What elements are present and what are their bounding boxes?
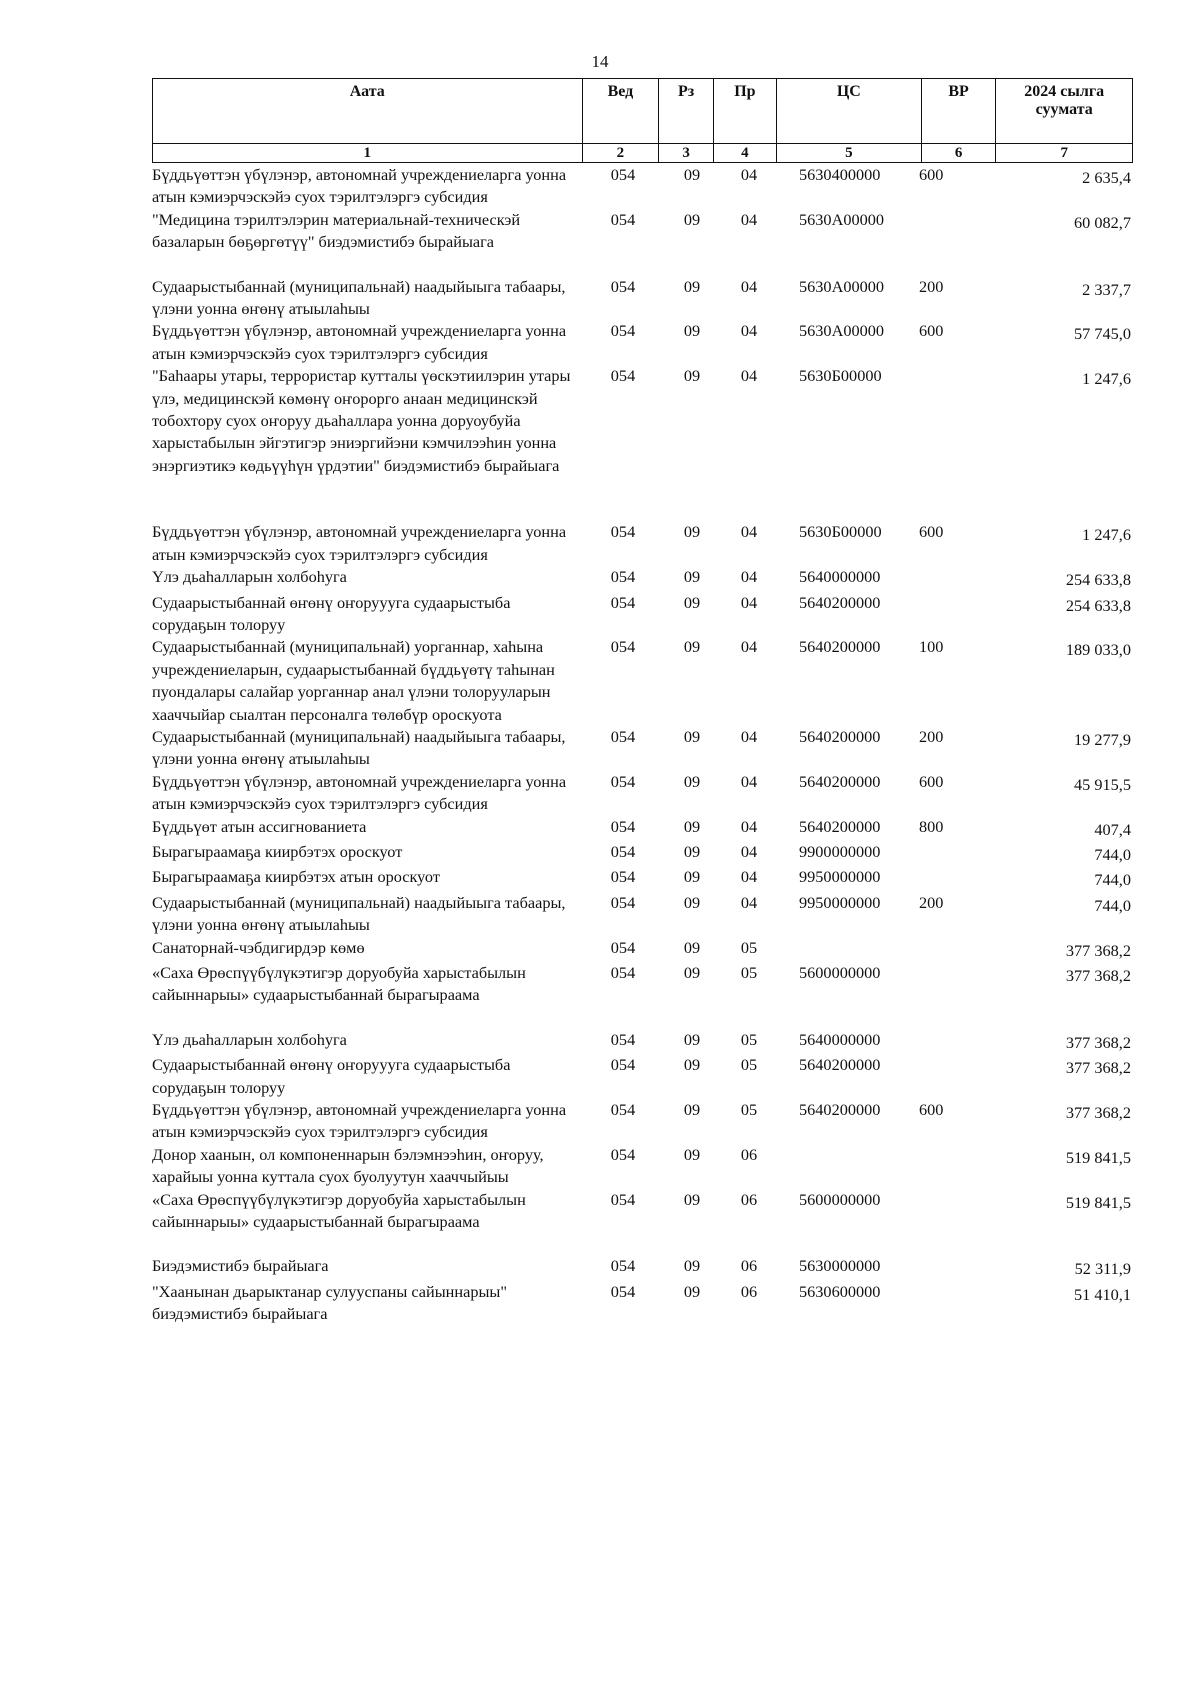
table-header — [152, 78, 1133, 163]
row-ved: 054 — [610, 276, 636, 296]
row-ved: 054 — [610, 963, 636, 982]
row-pr: 04 — [740, 321, 758, 341]
row-cs: 5640200000 — [799, 637, 881, 657]
row-ved: 054 — [610, 209, 636, 229]
row-name: Бүддьүөттэн үбүлэнэр, автономнай учреждениеларга уонна атын кэмиэрчэскэйэ суох тэрилтэлэргэ субсидия — [152, 165, 567, 207]
table-row — [152, 521, 1133, 566]
row-name: Бүддьүөттэн үбүлэнэр, автономнай учреждениеларга уонна атын кэмиэрчэскэйэ суох тэрилтэлэргэ субсидия — [152, 1100, 567, 1142]
row-name: Үлэ дьаһалларын холбоһуга — [152, 567, 347, 587]
row-name: Бырагыраамаҕа киирбэтэх атын ороскуот — [152, 867, 440, 887]
row-ved: 054 — [610, 592, 636, 612]
row-rz: 09 — [683, 165, 701, 184]
table-row — [152, 892, 1133, 937]
row-name: Бырагыраамаҕа киирбэтэх ороскуот — [152, 841, 403, 861]
row-name: Бүддьүөттэн үбүлэнэр, автономнай учреждениеларга уонна атын кэмиэрчэскэйэ суох тэрилтэлэргэ субсидия — [152, 771, 567, 814]
row-cs: 5640200000 — [799, 1100, 881, 1120]
table-row — [152, 1255, 1133, 1280]
row-sum: 1 247,6 — [1082, 369, 1131, 389]
table-row — [152, 636, 1133, 726]
row-pr: 06 — [740, 1256, 758, 1276]
table-row — [152, 1054, 1133, 1099]
row-sum: 60 082,7 — [1074, 212, 1131, 232]
row-pr: 04 — [740, 276, 758, 296]
row-rz: 09 — [683, 1029, 701, 1049]
row-cs: 5630А00000 — [799, 321, 885, 341]
row-vr: 600 — [919, 165, 944, 184]
table-row — [152, 866, 1133, 891]
header-name: Аата — [153, 79, 583, 144]
row-sum: 254 633,8 — [1065, 595, 1131, 615]
row-rz: 09 — [683, 321, 701, 341]
table-row — [152, 1099, 1133, 1144]
row-rz: 09 — [683, 937, 701, 957]
table-row — [152, 962, 1133, 1007]
row-name: «Саха Өрөспүүбүлүкэтигэр доруобуйа харыстабылын сайыннарыы» судаарыстыбаннай бырагыраама — [152, 963, 526, 1005]
row-pr: 04 — [740, 867, 758, 887]
row-name: Биэдэмистибэ бырайыага — [152, 1256, 329, 1276]
row-rz: 09 — [683, 867, 701, 887]
row-name: Үлэ дьаһалларын холбоһуга — [152, 1029, 347, 1049]
row-rz: 09 — [683, 1281, 701, 1301]
row-sum: 377 368,2 — [1065, 1058, 1131, 1078]
row-name: Судаарыстыбаннай (муниципальнай) наадыйыыга табаары, үлэни уонна өҥөнү атыылаһыы — [152, 276, 566, 319]
header-num-7: 7 — [996, 144, 1133, 163]
row-pr: 04 — [740, 209, 758, 229]
row-rz: 09 — [683, 567, 701, 587]
table-row — [152, 164, 1133, 209]
row-rz: 09 — [683, 963, 701, 982]
table-row — [152, 1029, 1133, 1054]
row-name: Судаарыстыбаннай өҥөнү оҥоруууга судаарыстыба сорудаҕын толоруу — [152, 592, 511, 634]
row-cs: 5630000000 — [799, 1256, 881, 1276]
row-pr: 04 — [740, 592, 758, 612]
row-name: Судаарыстыбаннай (муниципальнай) уорганнар, хаһына учреждениеларын, судаарыстыбаннай бүддьүөтү таһынан пуондалары салайар уорганнар анал үлэни толорууларын хааччыйар сыалтан персоналга төлөбүр ороскуота — [152, 637, 555, 724]
row-pr: 04 — [740, 771, 758, 791]
table-row — [152, 592, 1133, 637]
row-sum: 254 633,8 — [1065, 570, 1131, 590]
row-sum: 377 368,2 — [1065, 940, 1131, 960]
table-row — [152, 320, 1133, 365]
header-num-2: 2 — [582, 144, 659, 163]
row-rz: 09 — [683, 522, 701, 542]
table-row — [152, 726, 1133, 771]
row-cs: 9950000000 — [799, 892, 881, 912]
row-rz: 09 — [683, 841, 701, 861]
row-sum: 377 368,2 — [1065, 1103, 1131, 1123]
row-rz: 09 — [683, 1189, 701, 1209]
row-vr: 600 — [919, 321, 944, 341]
row-pr: 05 — [740, 1100, 758, 1120]
row-name: Донор хаанын, ол компоненнарын бэлэмнээһин, оҥоруу, харайыы уонна куттала суох буолуутун хааччыйыы — [152, 1144, 544, 1187]
row-rz: 09 — [683, 366, 701, 386]
row-name: Бүддьүөт атын ассигнованиета — [152, 816, 367, 836]
table-row — [152, 841, 1133, 866]
table-row — [152, 1144, 1133, 1189]
row-ved: 054 — [610, 1256, 636, 1276]
table-body — [152, 164, 1133, 1326]
row-rz: 09 — [683, 726, 701, 746]
table-row — [152, 816, 1133, 841]
row-cs: 5630Б00000 — [799, 366, 882, 386]
row-sum: 519 841,5 — [1065, 1192, 1131, 1212]
row-name: Бүддьүөттэн үбүлэнэр, автономнай учреждениеларга уонна атын кэмиэрчэскэйэ суох тэрилтэлэргэ субсидия — [152, 321, 567, 363]
row-rz: 09 — [683, 892, 701, 912]
row-ved: 054 — [610, 816, 636, 836]
row-sum: 744,0 — [1094, 844, 1131, 864]
row-name: Судаарыстыбаннай өҥөнү оҥоруууга судаарыстыба сорудаҕын толоруу — [152, 1055, 511, 1097]
header-num-5: 5 — [776, 144, 921, 163]
row-ved: 054 — [610, 1055, 636, 1075]
row-pr: 05 — [740, 963, 758, 982]
row-rz: 09 — [683, 209, 701, 229]
row-ved: 054 — [610, 1189, 636, 1209]
header-num-6: 6 — [921, 144, 996, 163]
row-ved: 054 — [610, 637, 636, 657]
row-ved: 054 — [610, 321, 636, 341]
row-pr: 04 — [740, 637, 758, 657]
row-rz: 09 — [683, 637, 701, 657]
row-rz: 09 — [683, 1256, 701, 1276]
row-ved: 054 — [610, 165, 636, 184]
row-cs: 5640000000 — [799, 567, 881, 587]
row-sum: 519 841,5 — [1065, 1147, 1131, 1167]
row-ved: 054 — [610, 892, 636, 912]
row-cs: 5630А00000 — [799, 209, 885, 229]
row-pr: 05 — [740, 937, 758, 957]
table-row — [152, 1281, 1133, 1326]
table-row — [152, 209, 1133, 254]
table-row — [152, 365, 1133, 477]
header-num-3: 3 — [659, 144, 714, 163]
header-vr: ВР — [921, 79, 996, 144]
row-ved: 054 — [610, 567, 636, 587]
row-name: Санаторнай-чэбдигирдэр көмө — [152, 937, 365, 957]
row-sum: 52 311,9 — [1074, 1259, 1131, 1279]
row-cs: 5630600000 — [799, 1281, 881, 1301]
row-sum: 744,0 — [1094, 870, 1131, 890]
row-name: Судаарыстыбаннай (муниципальнай) наадыйыыга табаары, үлэни уонна өҥөнү атыылаһыы — [152, 726, 566, 769]
row-cs: 9900000000 — [799, 841, 881, 861]
table-row — [152, 771, 1133, 816]
page-number: 14 — [591, 52, 609, 71]
row-pr: 06 — [740, 1281, 758, 1301]
row-cs: 5640000000 — [799, 1029, 881, 1049]
row-rz: 09 — [683, 1144, 701, 1164]
row-ved: 054 — [610, 522, 636, 542]
row-cs: 5630400000 — [799, 165, 881, 184]
row-cs: 5640200000 — [799, 726, 881, 746]
row-vr: 200 — [919, 276, 944, 296]
row-pr: 05 — [740, 1055, 758, 1075]
table-row — [152, 1189, 1133, 1234]
row-ved: 054 — [610, 937, 636, 957]
row-sum: 377 368,2 — [1065, 966, 1131, 985]
table-row — [152, 276, 1133, 321]
row-vr: 600 — [919, 771, 944, 791]
row-name: Судаарыстыбаннай (муниципальнай) наадыйыыга табаары, үлэни уонна өҥөнү атыылаһыы — [152, 892, 566, 935]
row-name: "Хаанынан дьарыктанар сулууспаны сайыннарыы" биэдэмистибэ бырайыага — [152, 1281, 507, 1324]
row-pr: 05 — [740, 1029, 758, 1049]
row-sum: 51 410,1 — [1074, 1284, 1131, 1304]
row-pr: 06 — [740, 1189, 758, 1209]
row-vr: 800 — [919, 816, 944, 836]
row-vr: 200 — [919, 726, 944, 746]
header-sum: 2024 сылга суумата — [996, 79, 1133, 144]
row-name: Бүддьүөттэн үбүлэнэр, автономнай учреждениеларга уонна атын кэмиэрчэскэйэ суох тэрилтэлэргэ субсидия — [152, 522, 567, 564]
row-sum: 45 915,5 — [1074, 774, 1131, 794]
row-sum: 1 247,6 — [1082, 525, 1131, 545]
row-pr: 04 — [740, 726, 758, 746]
row-pr: 04 — [740, 165, 758, 184]
row-rz: 09 — [683, 816, 701, 836]
table-row — [152, 937, 1133, 962]
row-ved: 054 — [610, 1144, 636, 1164]
row-sum: 19 277,9 — [1074, 729, 1131, 749]
row-pr: 04 — [740, 816, 758, 836]
row-cs: 5600000000 — [799, 963, 881, 982]
row-ved: 054 — [610, 867, 636, 887]
header-num-4: 4 — [713, 144, 776, 163]
row-sum: 189 033,0 — [1065, 640, 1131, 660]
row-ved: 054 — [610, 841, 636, 861]
row-cs: 9950000000 — [799, 867, 881, 887]
header-cs: ЦС — [776, 79, 921, 144]
row-name: "Баһаары утары, террористар кутталы үөскэтиилэрин утары үлэ, медицинскэй көмөнү оҥорорго анаан медицинскэй тобохтору суох оҥоруу дьаһаллара уонна доруоубуйа харыстабылын эйгэтигэр эниэргийэни кэмчилээһин уонна энэргиэтикэ көдьүүһүн үрдэтии" биэдэмистибэ бырайыага — [152, 366, 571, 475]
row-rz: 09 — [683, 771, 701, 791]
row-vr: 600 — [919, 1100, 944, 1120]
row-ved: 054 — [610, 1100, 636, 1120]
row-name: «Саха Өрөспүүбүлүкэтигэр доруобуйа харыстабылын сайыннарыы» судаарыстыбаннай бырагыраама — [152, 1189, 526, 1232]
row-pr: 04 — [740, 366, 758, 386]
row-cs: 5640200000 — [799, 816, 881, 836]
row-cs: 5630А00000 — [799, 276, 885, 296]
row-pr: 04 — [740, 567, 758, 587]
row-ved: 054 — [610, 1029, 636, 1049]
row-ved: 054 — [610, 726, 636, 746]
table-row — [152, 566, 1133, 591]
row-ved: 054 — [610, 1281, 636, 1301]
row-pr: 04 — [740, 522, 758, 542]
row-pr: 04 — [740, 841, 758, 861]
row-ved: 054 — [610, 366, 636, 386]
row-vr: 200 — [919, 892, 944, 912]
row-name: "Медицина тэрилтэлэрин материальнай-техническэй базаларын бөҕөргөтүү" биэдэмистибэ бырайыага — [152, 209, 521, 252]
row-cs: 5640200000 — [799, 771, 881, 791]
row-rz: 09 — [683, 1100, 701, 1120]
row-cs: 5630Б00000 — [799, 522, 882, 542]
row-pr: 04 — [740, 892, 758, 912]
header-pr: Пр — [713, 79, 776, 144]
row-cs: 5600000000 — [799, 1189, 881, 1209]
row-sum: 2 635,4 — [1082, 168, 1131, 187]
row-rz: 09 — [683, 276, 701, 296]
row-vr: 600 — [919, 522, 944, 542]
row-rz: 09 — [683, 1055, 701, 1075]
row-cs: 5640200000 — [799, 592, 881, 612]
header-num-1: 1 — [153, 144, 583, 163]
header-ved: Вед — [582, 79, 659, 144]
row-vr: 100 — [919, 637, 944, 657]
row-cs: 5640200000 — [799, 1055, 881, 1075]
row-sum: 377 368,2 — [1065, 1032, 1131, 1052]
row-pr: 06 — [740, 1144, 758, 1164]
row-ved: 054 — [610, 771, 636, 791]
row-rz: 09 — [683, 592, 701, 612]
row-sum: 2 337,7 — [1082, 279, 1131, 299]
header-rz: Рз — [659, 79, 714, 144]
row-sum: 407,4 — [1094, 819, 1131, 839]
row-sum: 57 745,0 — [1074, 324, 1131, 344]
row-sum: 744,0 — [1094, 895, 1131, 915]
